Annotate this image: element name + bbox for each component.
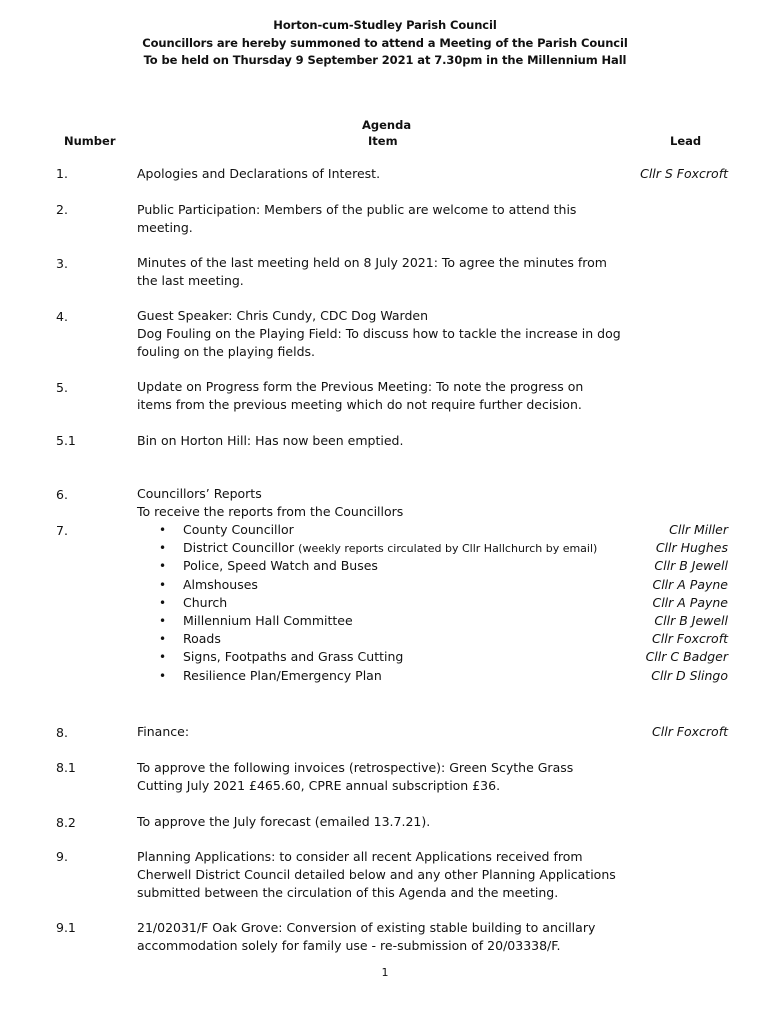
reports-leads-list: [646, 521, 728, 685]
report-lead: Cllr Miller: [669, 522, 728, 537]
report-lead: Cllr B Jewell: [654, 612, 728, 628]
report-label: Church: [183, 594, 228, 610]
report-lead: Cllr B Jewell: [654, 558, 728, 574]
item-number: 1.: [56, 166, 68, 181]
bullet-icon: •: [159, 632, 167, 647]
item-text-finance: Finance:: [137, 724, 190, 739]
report-item: [137, 576, 597, 594]
item-lead: Cllr S Foxcroft: [640, 166, 728, 181]
item-text-guest-speaker: Guest Speaker: Chris Cundy, CDC Dog Warden: [137, 308, 429, 323]
item-number: 6.: [56, 487, 68, 502]
item-text-oak-grove: 21/02031/F Oak Grove: Conversion of existing stable building to ancillary accommodation solely for family use - re-submission of 20/03338/F.: [137, 920, 596, 953]
item-number: 5.: [56, 380, 68, 395]
bullet-icon: •: [159, 577, 167, 592]
bullet-icon: •: [159, 595, 167, 610]
report-lead: Cllr Foxcroft: [652, 631, 728, 647]
item-text-dog-fouling: Dog Fouling on the Playing Field: To discuss how to tackle the increase in dog fouling on the playing fields.: [137, 326, 621, 359]
report-label: District Councillor: [183, 540, 295, 556]
item-text-receive-reports: To receive the reports from the Councillors: [137, 504, 404, 519]
report-lead: Cllr A Payne: [652, 576, 728, 592]
item-text-planning-applications: Planning Applications: to consider all recent Applications received from Cherwell District Council detailed below and any other Planning Applications submitted between the circulation of this Agenda and the meeting.: [137, 849, 616, 900]
item-text-bin: Bin on Horton Hill: Has now been emptied.: [137, 433, 404, 448]
report-label: Roads: [183, 631, 221, 647]
item-number: 7.: [56, 523, 68, 538]
item-number: 9.: [56, 849, 68, 864]
report-item: [137, 630, 597, 648]
column-lead-heading: Lead: [670, 134, 702, 148]
item-number: 2.: [56, 202, 68, 217]
bullet-icon: •: [159, 668, 167, 683]
item-text-progress-update: Update on Progress form the Previous Meeting: To note the progress on items from the previous meeting which do not require further decision.: [137, 379, 584, 412]
item-text-apologies: Apologies and Declarations of Interest.: [137, 166, 381, 181]
bullet-icon: •: [159, 541, 167, 556]
reports-list: [137, 521, 597, 685]
report-label: Resilience Plan/Emergency Plan: [183, 667, 382, 683]
report-item: [137, 612, 597, 630]
report-label: Almshouses: [183, 576, 258, 592]
column-agenda-heading: Agenda: [362, 118, 412, 132]
item-text-councillors-reports: Councillors’ Reports: [137, 486, 262, 501]
report-item: [137, 557, 597, 575]
item-number: 4.: [56, 309, 68, 324]
column-item-heading: Item: [368, 134, 398, 148]
bullet-icon: •: [159, 613, 167, 628]
item-number: 3.: [56, 256, 68, 271]
column-number-heading: Number: [64, 134, 116, 148]
report-item: [137, 667, 597, 685]
report-lead: Cllr D Slingo: [651, 667, 728, 683]
item-text-public-participation: Public Participation: Members of the public are welcome to attend this meeting.: [137, 202, 577, 235]
report-item: [137, 648, 597, 666]
report-lead: Cllr Hughes: [655, 540, 728, 556]
page-number: 1: [381, 966, 389, 979]
item-text-minutes: Minutes of the last meeting held on 8 July 2021: To agree the minutes from the last meeting.: [137, 255, 607, 288]
bullet-icon: •: [159, 650, 167, 665]
council-title: Horton-cum-Studley Parish Council: [273, 18, 497, 32]
report-note: (weekly reports circulated by Cllr Hallchurch by email): [298, 542, 598, 556]
item-text-invoices: To approve the following invoices (retrospective): Green Scythe Grass Cutting July 2021 £465.60, CPRE annual subscription £36.: [137, 760, 574, 793]
meeting-details: To be held on Thursday 9 September 2021 at 7.30pm in the Millennium Hall: [143, 53, 627, 67]
report-lead: Cllr A Payne: [652, 594, 728, 610]
bullet-icon: •: [159, 559, 167, 574]
item-number: 5.1: [56, 433, 76, 448]
item-lead: Cllr Foxcroft: [652, 724, 728, 739]
report-label: Police, Speed Watch and Buses: [183, 558, 378, 574]
report-lead: Cllr C Badger: [645, 649, 728, 665]
report-item: [137, 594, 597, 612]
bullet-icon: •: [159, 523, 167, 537]
summons-line: Councillors are hereby summoned to attend a Meeting of the Parish Council: [142, 36, 628, 50]
report-item: [137, 539, 597, 557]
report-label: County Councillor: [183, 522, 294, 537]
report-item: [137, 521, 597, 539]
item-number: 8.1: [56, 760, 76, 775]
report-label: Signs, Footpaths and Grass Cutting: [183, 649, 404, 665]
item-number: 8.2: [56, 815, 76, 830]
item-number: 9.1: [56, 920, 76, 935]
item-number: 8.: [56, 725, 68, 740]
item-text-forecast: To approve the July forecast (emailed 13.7.21).: [137, 814, 431, 829]
report-label: Millennium Hall Committee: [183, 612, 353, 628]
